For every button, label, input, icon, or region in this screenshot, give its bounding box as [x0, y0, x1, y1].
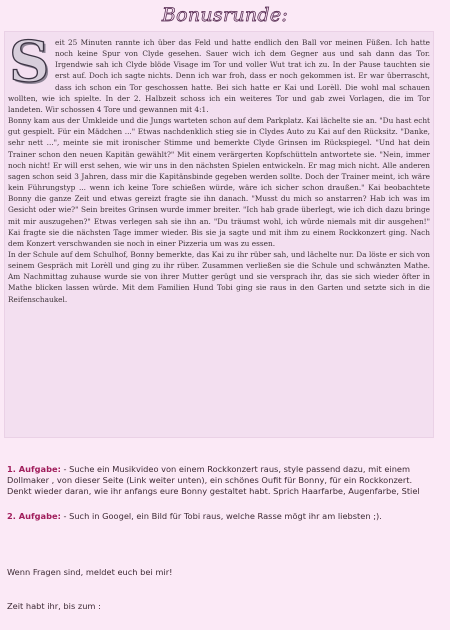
deadline-note: Zeit habt ihr, bis zum :	[7, 601, 101, 611]
story-text-box	[4, 31, 434, 438]
contact-note: Wenn Fragen sind, meldet euch bei mir!	[7, 567, 173, 577]
story-paragraph-2: Bonny kam aus der Umkleide und die Jungs warteten schon auf dem Parkplatz. Kai lächelte sie an. "Du hast echt gut gespielt. Für ein Mädchen ..." Etwas nachdenklich stieg sie in Clydes Auto zu Kai auf den Rücksitz. "Danke, sehr nett ...", meinte sie mit ironischer Stimme und bemerkte Clyde Grinsen im Rückspiegel. "Und hat dein Trainer schon den neuen Kapitän gewählt?" Mit einem verärgerten Kopfschütteln antwortete sie. "Nein, immer noch nicht! Er will erst sehen, wie wir uns in den nächsten Spielen entwickeln. Er mag mich nicht. Alle anderen sagen schon seid 3 Jahren, dass mir die Kapitänsbinde gegeben werden sollte. Doch der Trainer meint, ich wäre kein Führungstyp ... wenn ich keine Tore schießen würde, wäre ich sicher schon draußen." Kai beobachtete Bonny die ganze Zeit und etwas gereizt fragte sie ihn danach. "Musst du mich so anstarren? Hab ich was im Gesicht oder wie?" Sein breites Grinsen wurde immer breiter. "Ich hab grade überlegt, wie ich dich dazu bringe mit mir auszugehen?" Etwas verlegen sah sie ihn an. "Du träumst wohl, ich würde niemals mit dir ausgehen!" Kai fragte sie die nächsten Tage immer wieder. Bis sie ja sagte und mit ihm zu einem Rockkonzert ging. Nach dem Konzert verschwanden sie noch in einer Pizzeria um was zu essen.	[8, 116, 430, 248]
task-label: 2. Aufgabe:	[7, 510, 61, 521]
task-list	[7, 464, 427, 522]
page-title: Bonusrunde:	[161, 4, 289, 26]
drop-cap-letter: S	[9, 29, 50, 95]
story-paragraph-3: In der Schule auf dem Schulhof, Bonny bemerkte, das Kai zu ihr rüber sah, und lächelte nur. Da löste er sich von seinem Gespräch mit Lorèll und ging zu ihr rüber. Zusammen verließen sie die Schule und schwänzten Mathe. Am Nachmittag zuhause wurde sie von ihrer Mutter gerügt und sie versprach ihr, das sie sich wieder öfter in Mathe blicken lassen würde. Mit dem Familien Hund Tobi ging sie raus in den Garten und setzte sich in die Reifenschaukel.	[8, 249, 430, 304]
story-paragraph-1: eit 25 Minuten rannte ich über das Feld und hatte endlich den Ball vor meinen Füßen. Ich hatte noch keine Spur von Clyde gesehen. Sauer wich ich dem Gegner aus und sah dann das Tor. Irgendwie sah ich Clyde blöde Visage im Tor und voller Wut trat ich zu. In der Pause tauchten sie erst auf. Doch ich sagte nichts. Denn ich war froh, dass er noch gekommen ist. Er war überrascht, dass ich schon ein Tor geschossen hatte. Bei sich hatte er Kai und Lorèll. Die wohl mal schauen wollten, wie ich spielte. In der 2. Halbzeit schoss ich ein weiteres Tor und gab zwei Vorlagen, die im Tor landeten. Wir schossen 4 Tore und gewannen mit 4:1.	[8, 38, 430, 114]
task-label: 1. Aufgabe:	[7, 464, 61, 474]
task-item	[7, 464, 427, 498]
task-text: - Such in Googel, ein Bild für Tobi raus, welche Rasse mögt ihr am liebsten ;).	[60, 510, 382, 521]
task-text: - Suche ein Musikvideo von einem Rockkonzert raus, style passend dazu, mit einem Dollmaker , von dieser Seite (Link weiter unten), ein schönes Oufit für Bonny, für ein Rockkonzert. Denkt wieder daran, wie ihr anfangs eure Bonny gestaltet habt. Sprich Haarfarbe, Augenfarbe, Stiel	[7, 464, 420, 497]
task-item	[7, 511, 427, 522]
